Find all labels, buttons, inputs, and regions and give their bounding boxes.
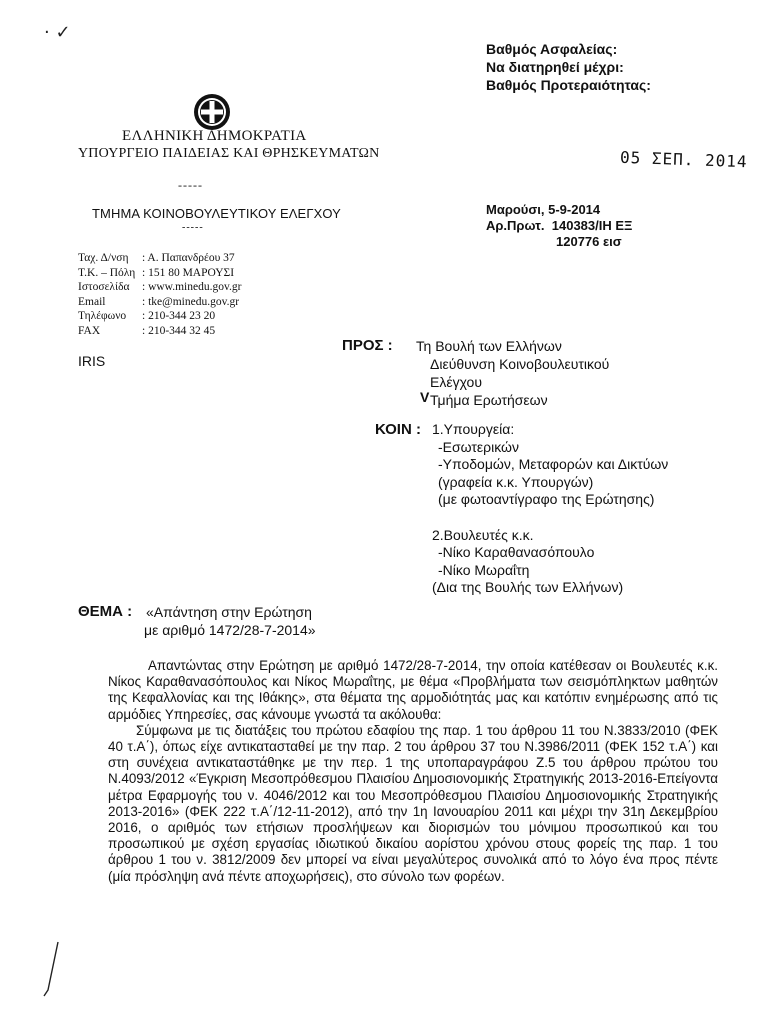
cc-label: ΚΟΙΝ : (375, 421, 421, 438)
contact-value: : 210-344 23 20 (142, 310, 216, 322)
protocol-label: Αρ.Πρωτ. (486, 218, 545, 233)
pen-stroke-icon (36, 940, 66, 1000)
contact-row (78, 251, 241, 266)
to-recipient-line: Ελέγχου (430, 374, 482, 390)
security-block (486, 40, 651, 94)
to-recipient-line: Διεύθυνση Κοινοβουλευτικού (430, 356, 610, 372)
received-date-stamp: 05 ΣΕΠ. 2014 (619, 147, 748, 172)
republic-title: ΕΛΛΗΝΙΚΗ ΔΗΜΟΚΡΑΤΙΑ (122, 128, 307, 144)
cc-recipients (432, 421, 668, 597)
security-keep-until: Να διατηρηθεί μέχρι: (486, 59, 624, 75)
subject-line: με αριθμό 1472/28-7-2014» (144, 622, 316, 638)
to-recipient-line: Τμήμα Ερωτήσεων (430, 392, 548, 408)
contact-table (78, 251, 241, 338)
contact-row (78, 266, 241, 281)
contact-value: : 151 80 ΜΑΡΟΥΣΙ (142, 266, 235, 279)
contact-key: Ταχ. Δ/νση (78, 252, 129, 264)
cc-line: 1.Υπουργεία: (432, 421, 515, 437)
contact-key: Ιστοσελίδα (78, 281, 130, 293)
subject-label: ΘΕΜΑ : (78, 603, 133, 620)
separator-dashes: ----- (178, 178, 203, 192)
contact-row (78, 309, 241, 324)
contact-value: : www.minedu.gov.gr (142, 281, 242, 293)
contact-key: Email (78, 295, 106, 308)
cc-line: (με φωτοαντίγραφο της Ερώτησης) (438, 491, 655, 507)
to-recipient-line: Τη Βουλή των Ελλήνων (416, 338, 562, 354)
contact-key: Τηλέφωνο (78, 310, 127, 322)
cc-line: -Εσωτερικών (438, 438, 519, 455)
protocol-incoming: 120776 εισ (556, 234, 622, 249)
subject-line: «Απάντηση στην Ερώτηση (146, 604, 312, 620)
place-protocol-block (486, 202, 632, 250)
ministry-title: ΥΠΟΥΡΓΕΙΟ ΠΑΙΔΕΙΑΣ ΚΑΙ ΘΡΗΣΚΕΥΜΑΤΩΝ (78, 146, 380, 161)
contact-value: : 210-344 32 45 (142, 324, 216, 337)
cc-line: 2.Βουλευτές κ.κ. (432, 526, 534, 543)
contact-value: : Α. Παπανδρέου 37 (142, 252, 235, 264)
contact-key: FAX (78, 324, 101, 337)
to-label: ΠΡΟΣ : (342, 337, 393, 354)
to-recipients (416, 337, 610, 409)
cc-line: -Νίκο Μωραΐτη (438, 561, 530, 578)
body-paragraph: Απαντώντας στην Ερώτηση με αριθμό 1472/28-7-2014, την οποία κατέθεσαν οι Βουλευτές κ.κ. Νίκος Καραθανασόπουλος και Νίκος Μωραΐτης, με θέμα «Προβλήματα των σεισμόπληκτων μαθητών της Κεφαλλονίας και της Ιθάκης», στα θέματα της αρμοδιότητάς μας και κατόπιν ενημέρωσης από τις αρμόδιες Υπηρεσίες, σας κάνουμε γνωστά τα ακόλουθα: (108, 658, 718, 722)
contact-row (78, 295, 241, 310)
protocol-line (486, 218, 632, 234)
contact-value: : tke@minedu.gov.gr (142, 295, 240, 308)
handwritten-check-mark: V (420, 389, 430, 405)
body-paragraph: Σύμφωνα με τις διατάξεις του πρώτου εδαφίου της παρ. 1 του άρθρου 11 του Ν.3833/2010 (ΦΕΚ 40 τ.Α΄), όπως είχε αντικατασταθεί με την παρ. 2 του άρθρου 37 του Ν.3986/2011 (ΦΕΚ 152 τ.Α΄) και στη συνέχεια αντικαταστάθηκε με την περ. 1 της υποπαραγράφου Ζ.5 του άρθρου πρώτου του Ν.4093/2012 «Έγκριση Μεσοπρόθεσμου Πλαισίου Δημοσιονομικής Στρατηγικής 2013-2016-Επείγοντα μέτρα Εφαρμογής του ν. 4046/2012 και του Μεσοπρόθεσμου Πλαισίου Δημοσιονομικής Στρατηγικής 2013-2016» (ΦΕΚ 222 τ.Α΄/12-11-2012), από την 1η Ιανουαρίου 2011 και μέχρι την 31η Δεκεμβρίου 2016, ο αριθμός των ετήσιων προσλήψεων και διορισμών του μόνιμου προσωπικού και του προσωπικού με σχέση εργασίας ιδιωτικού δικαίου αορίστου χρόνου στους φορείς της παρ. 1 του άρθρου 1 του ν. 3812/2009 δεν μπορεί να είναι μεγαλύτερος συνολικά από το λόγο ένα προς πέντε (μία πρόσληψη ανά πέντε αποχωρήσεις), στο σύνολο των φορέων. (108, 722, 718, 884)
contact-row (78, 324, 241, 339)
greek-coat-of-arms-icon (192, 92, 232, 132)
letter-body (108, 658, 718, 885)
department-title: ΤΜΗΜΑ ΚΟΙΝΟΒΟΥΛΕΥΤΙΚΟΥ ΕΛΕΓΧΟΥ (92, 206, 341, 221)
cc-line: (γραφεία κ.κ. Υπουργών) (438, 473, 594, 490)
scan-mark: · ✓ (44, 22, 71, 43)
place-date: Μαρούσι, 5-9-2014 (486, 202, 601, 217)
security-priority: Βαθμός Προτεραιότητας: (486, 77, 651, 93)
contact-key: Τ.Κ. – Πόλη (78, 266, 136, 279)
cc-line: -Υποδομών, Μεταφορών και Δικτύων (438, 456, 669, 472)
cc-line: -Νίκο Καραθανασόπουλο (438, 544, 595, 560)
subject-text (144, 603, 316, 639)
iris-label: IRIS (78, 353, 106, 369)
cc-line: (Δια της Βουλής των Ελλήνων) (432, 579, 624, 595)
contact-row (78, 280, 241, 295)
separator-dashes: ----- (182, 222, 204, 233)
protocol-number: 140383/ΙΗ ΕΞ (551, 218, 633, 233)
security-classification: Βαθμός Ασφαλείας: (486, 41, 618, 57)
